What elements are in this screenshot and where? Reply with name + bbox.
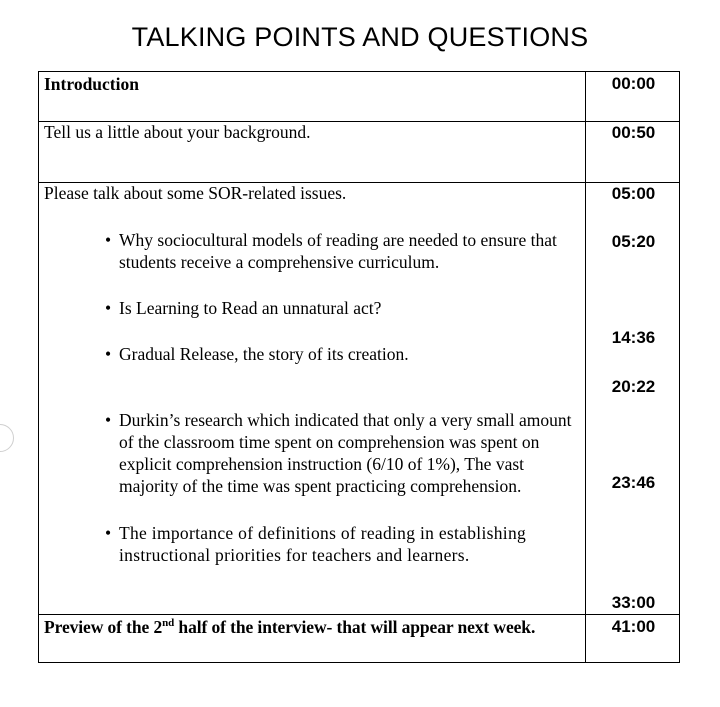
bullet-text: Gradual Release, the story of its creation.	[119, 344, 409, 364]
bullet-icon: •	[105, 298, 112, 318]
page-title: TALKING POINTS AND QUESTIONS	[131, 22, 589, 52]
preview-label-end: half of the interview- that will appear next week.	[174, 617, 536, 637]
introduction-time: 00:00	[611, 74, 656, 93]
preview-label-start: Preview of the 2	[44, 617, 163, 637]
side-circle-control	[0, 424, 14, 452]
preview-label-superscript: nd	[162, 617, 175, 630]
bullet-text: Durkin’s research which indicated that only a very small amount of the classroom time spent on comprehension was spent on explicit comprehension instruction (6/10 of 1%), The vast majority of the time was spent practicing comprehension.	[119, 410, 572, 496]
bullet-icon: •	[105, 344, 112, 364]
column-divider	[585, 72, 586, 662]
bullet-item-durkin	[101, 409, 585, 497]
bullet-item-gradual-release	[101, 343, 581, 365]
bullet-text: The importance of definitions of reading in establishing instructional priorities for teachers and learners.	[119, 523, 527, 565]
bullet-item-definitions	[101, 522, 585, 566]
bullet-icon: •	[105, 523, 112, 543]
time-sociocultural: 05:20	[611, 232, 656, 251]
bullet-text: Is Learning to Read an unnatural act?	[119, 298, 382, 318]
time-definitions-end: 33:00	[611, 593, 656, 612]
bullet-icon: •	[105, 230, 112, 250]
row-divider	[39, 614, 679, 615]
preview-time: 41:00	[611, 617, 656, 636]
time-gradual-release: 14:36	[611, 328, 656, 347]
background-time: 00:50	[611, 123, 656, 142]
bullet-item-sociocultural	[101, 229, 585, 273]
time-durkin: 23:46	[611, 473, 656, 492]
bullet-icon: •	[105, 410, 112, 430]
bullet-text: Why sociocultural models of reading are needed to ensure that students receive a comprehensive curriculum.	[119, 230, 557, 272]
sor-time: 05:00	[611, 184, 656, 203]
preview-label	[44, 616, 535, 638]
introduction-label: Introduction	[44, 74, 139, 94]
sor-label: Please talk about some SOR-related issues.	[44, 183, 347, 203]
time-durkin-start: 20:22	[611, 377, 656, 396]
agenda-table	[38, 71, 680, 663]
bullet-item-unnatural-act	[101, 297, 581, 319]
background-label: Tell us a little about your background.	[44, 122, 311, 142]
